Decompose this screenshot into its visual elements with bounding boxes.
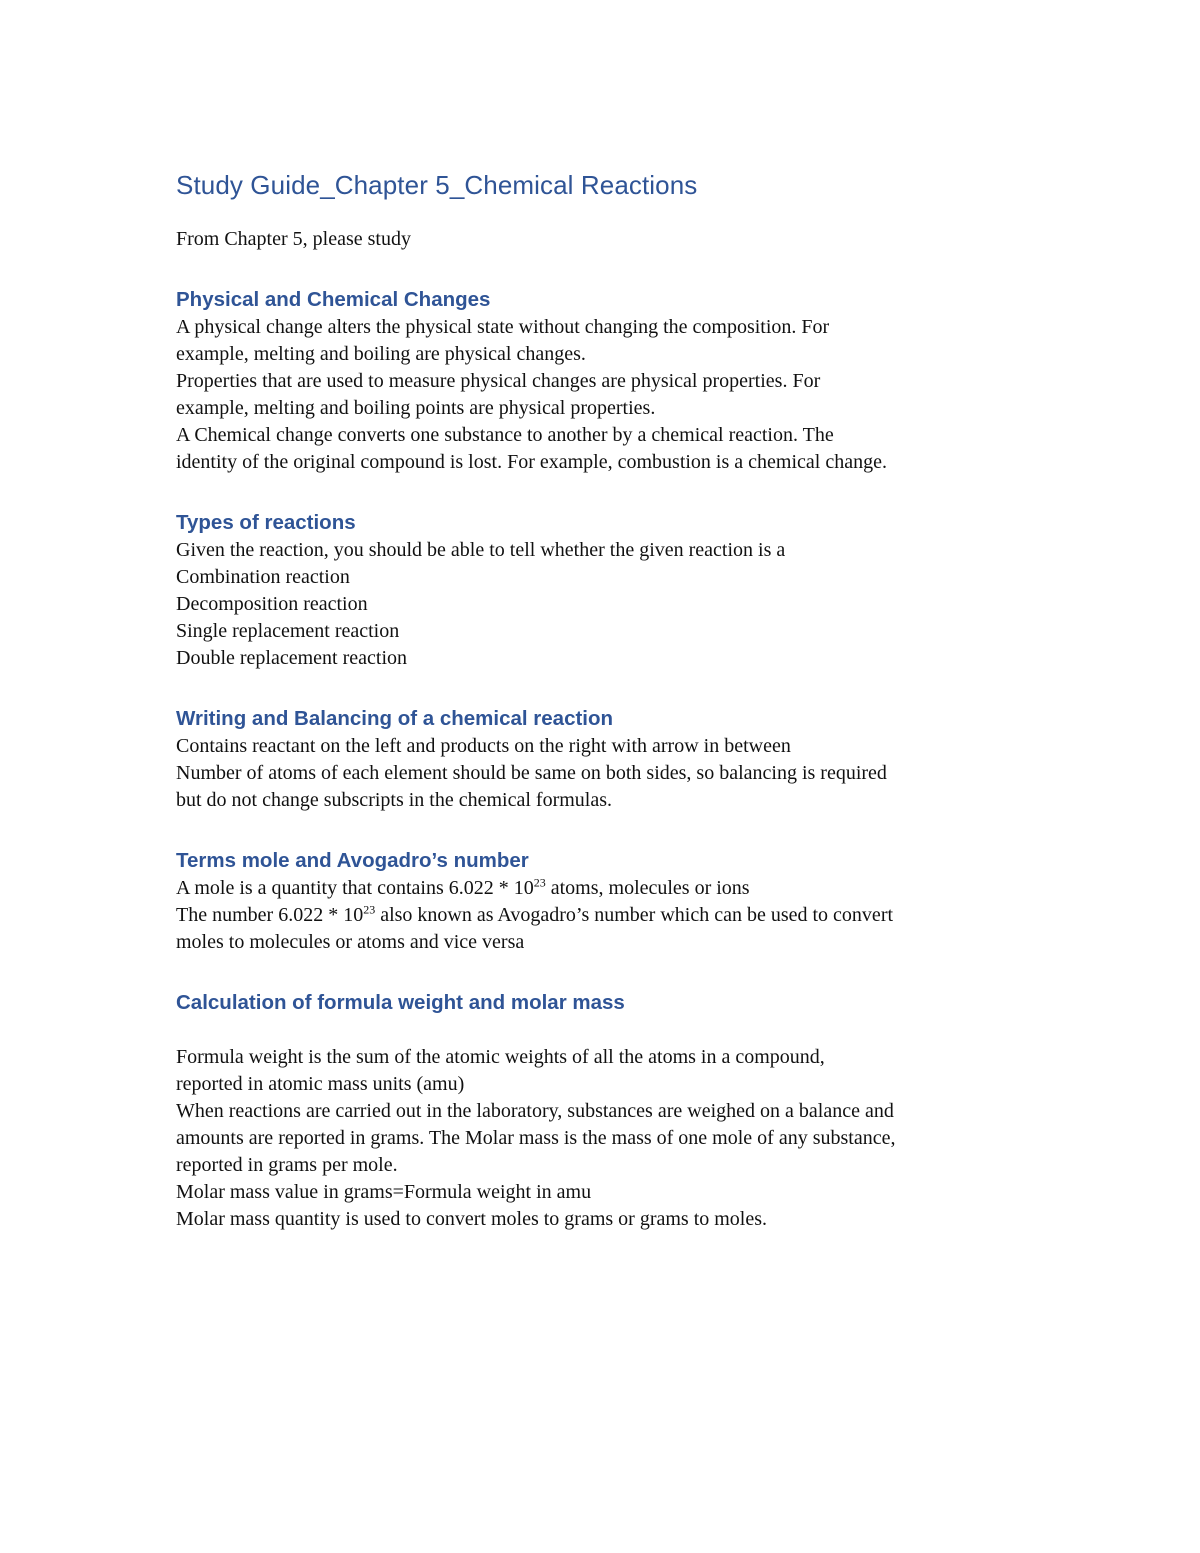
list-item-single-replacement: Single replacement reaction: [176, 620, 400, 642]
list-item-decomposition: Decomposition reaction: [176, 593, 368, 615]
body-line: When reactions are carried out in the laboratory, substances are weighed on a balance and: [176, 1100, 894, 1122]
body-line: example, melting and boiling points are physical properties.: [176, 397, 656, 419]
body-line: A physical change alters the physical state without changing the composition. For: [176, 316, 830, 338]
section-heading: Writing and Balancing of a chemical reaction: [176, 707, 614, 730]
blank-line: [176, 1017, 1056, 1044]
body-line: amounts are reported in grams. The Molar mass is the mass of one mole of any substance,: [176, 1127, 896, 1149]
body-line: Number of atoms of each element should be same on both sides, so balancing is required: [176, 762, 887, 784]
line-text: atoms, molecules or ions: [545, 877, 750, 899]
body-line: Molar mass value in grams=Formula weight in amu: [176, 1181, 592, 1203]
section-formula-weight-molar-mass: [176, 989, 1056, 1233]
body-line: Contains reactant on the left and products on the right with arrow in between: [176, 735, 791, 757]
section-physical-chemical-changes: [176, 286, 1056, 476]
document-page: [176, 166, 1056, 1233]
list-item-double-replacement: Double replacement reaction: [176, 647, 407, 669]
body-line: moles to molecules or atoms and vice versa: [176, 931, 525, 953]
body-line: but do not change subscripts in the chemical formulas.: [176, 789, 613, 811]
body-line: reported in grams per mole.: [176, 1154, 398, 1176]
section-heading: Calculation of formula weight and molar mass: [176, 991, 625, 1014]
mole-definition-line: [176, 875, 1056, 902]
list-item-combination: Combination reaction: [176, 566, 350, 588]
page-title: Study Guide_Chapter 5_Chemical Reactions: [176, 170, 698, 200]
body-line: Formula weight is the sum of the atomic weights of all the atoms in a compound,: [176, 1046, 825, 1068]
body-line: Molar mass quantity is used to convert moles to grams or grams to moles.: [176, 1208, 768, 1230]
body-line: A Chemical change converts one substance to another by a chemical reaction. The: [176, 424, 834, 446]
section-heading: Terms mole and Avogadro’s number: [176, 849, 529, 872]
line-text: also known as Avogadro’s number which can be used to convert: [375, 904, 894, 926]
exponent: 23: [363, 902, 376, 917]
body-line: Properties that are used to measure physical changes are physical properties. For: [176, 370, 821, 392]
line-text: The number 6.022 * 10: [176, 904, 364, 926]
avogadro-number-line: [176, 902, 1056, 929]
body-line: Given the reaction, you should be able to tell whether the given reaction is a: [176, 539, 786, 561]
exponent: 23: [533, 875, 546, 890]
line-text: A mole is a quantity that contains 6.022 * 10: [176, 877, 534, 899]
section-heading: Physical and Chemical Changes: [176, 288, 491, 311]
section-mole-avogadro: [176, 847, 1056, 956]
section-types-of-reactions: [176, 509, 1056, 672]
intro-text: From Chapter 5, please study: [176, 228, 411, 250]
body-line: example, melting and boiling are physical changes.: [176, 343, 586, 365]
body-line: reported in atomic mass units (amu): [176, 1073, 465, 1095]
section-heading: Types of reactions: [176, 511, 356, 534]
section-writing-balancing: [176, 705, 1056, 814]
body-line: identity of the original compound is lost. For example, combustion is a chemical change.: [176, 451, 887, 473]
